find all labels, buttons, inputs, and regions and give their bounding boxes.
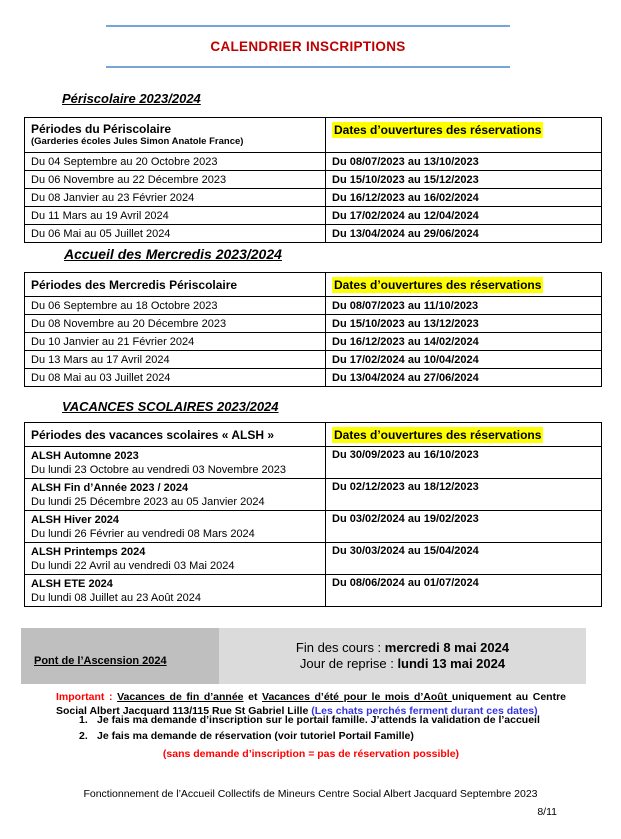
- dates-cell: Du 03/02/2024 au 19/02/2023: [326, 511, 602, 543]
- section-heading-vacances: VACANCES SCOLAIRES 2023/2024: [62, 399, 279, 414]
- dates-cell: Du 30/09/2023 au 16/10/2023: [326, 447, 602, 479]
- fin-des-cours-line: [296, 640, 509, 657]
- periscolaire-table: [24, 117, 602, 243]
- dates-cell: Du 15/10/2023 au 15/12/2023: [326, 171, 602, 189]
- title-band: [106, 25, 510, 68]
- period-header-title: Périodes des Mercredis Périscolaire: [31, 277, 238, 292]
- period-cell: [25, 543, 326, 575]
- dates-cell: Du 17/02/2024 au 12/04/2024: [326, 207, 602, 225]
- dates-cell: Du 17/02/2024 au 10/04/2024: [326, 351, 602, 369]
- important-address: Social Albert Jacquard 113/115 Rue St Gabriel Lille: [56, 705, 312, 717]
- alsh-period-title: ALSH Printemps 2024: [31, 546, 146, 558]
- dates-header-cell: [326, 118, 602, 153]
- dates-cell: Du 08/07/2023 au 11/10/2023: [326, 297, 602, 315]
- dates-header-highlight: Dates d’ouvertures des réservations: [334, 427, 542, 442]
- period-cell: Du 08 Janvier au 23 Février 2024: [25, 189, 326, 207]
- jour-de-reprise-line: [300, 656, 505, 673]
- ascension-box: [21, 628, 219, 684]
- alsh-period-detail: Du lundi 23 Octobre au vendredi 03 Novembre 2023: [31, 464, 286, 476]
- table-row: [25, 225, 602, 243]
- table-row: [25, 479, 602, 511]
- page-number: 8/11: [537, 806, 557, 818]
- dates-cell: Du 13/04/2024 au 29/06/2024: [326, 225, 602, 243]
- dates-cell: Du 08/06/2024 au 01/07/2024: [326, 575, 602, 607]
- dates-header-highlight: Dates d’ouvertures des réservations: [334, 277, 542, 292]
- table-row: [25, 297, 602, 315]
- table-row: [25, 189, 602, 207]
- period-header-title: Périodes des vacances scolaires « ALSH »: [31, 427, 275, 442]
- closure-note: (Les chats perchés ferment durant ces dates): [311, 705, 538, 717]
- table-row: [25, 511, 602, 543]
- dates-cell: Du 02/12/2023 au 18/12/2023: [326, 479, 602, 511]
- period-cell: [25, 575, 326, 607]
- alsh-period-title: ALSH Hiver 2024: [31, 514, 120, 526]
- period-header-cell: [25, 273, 326, 297]
- period-cell: [25, 479, 326, 511]
- period-cell: Du 04 Septembre au 20 Octobre 2023: [25, 153, 326, 171]
- alsh-period-detail: Du lundi 22 Avril au vendredi 03 Mai 2024: [31, 560, 235, 572]
- important-underline-1: Vacances de fin d’année: [117, 691, 244, 703]
- alsh-period-title: ALSH Fin d’Année 2023 / 2024: [31, 482, 189, 494]
- dates-header-cell: [326, 423, 602, 447]
- period-cell: [25, 447, 326, 479]
- table-row: [25, 543, 602, 575]
- period-header-subtitle: (Garderies écoles Jules Simon Anatole France): [31, 136, 244, 147]
- table-row: [25, 333, 602, 351]
- table-row: [25, 369, 602, 387]
- table-header-row: [25, 118, 602, 153]
- ascension-row: [21, 628, 586, 684]
- fin-des-cours-value: mercredi 8 mai 2024: [384, 639, 510, 655]
- step-text: Je fais ma demande de réservation (voir tutoriel Portail Famille): [97, 730, 414, 742]
- period-cell: Du 10 Janvier au 21 Février 2024: [25, 333, 326, 351]
- table-header-row: [25, 273, 602, 297]
- jour-de-reprise-label: Jour de reprise :: [299, 656, 398, 671]
- period-cell: Du 06 Septembre au 18 Octobre 2023: [25, 297, 326, 315]
- dates-cell: Du 13/04/2024 au 27/06/2024: [326, 369, 602, 387]
- period-cell: Du 06 Mai au 05 Juillet 2024: [25, 225, 326, 243]
- alsh-period-title: ALSH ETE 2024: [31, 578, 113, 590]
- dates-cell: Du 08/07/2023 au 13/10/2023: [326, 153, 602, 171]
- step-text: Je fais ma demande d’inscription sur le portail famille. J’attends la validation de l’accueil: [97, 714, 540, 726]
- important-mid: et: [243, 691, 263, 703]
- period-cell: Du 13 Mars au 17 Avril 2024: [25, 351, 326, 369]
- period-header-title: Périodes du Périscolaire: [31, 122, 172, 136]
- dates-header-cell: [326, 273, 602, 297]
- jour-de-reprise-value: lundi 13 mai 2024: [397, 656, 506, 671]
- period-cell: [25, 511, 326, 543]
- dates-cell: Du 15/10/2023 au 13/12/2023: [326, 315, 602, 333]
- table-row: [25, 351, 602, 369]
- dates-cell: Du 30/03/2024 au 15/04/2024: [326, 543, 602, 575]
- important-underline-2: Vacances d’été pour le mois d’Août: [262, 691, 452, 703]
- section-heading-periscolaire: Périscolaire 2023/2024: [62, 91, 201, 106]
- period-cell: Du 11 Mars au 19 Avril 2024: [25, 207, 326, 225]
- period-header-cell: [25, 423, 326, 447]
- ascension-label: Pont de l’Ascension 2024: [34, 655, 167, 667]
- mercredis-table: [24, 272, 602, 387]
- important-label: Important :: [56, 691, 118, 703]
- important-note-line1: [56, 690, 566, 704]
- page-title: CALENDRIER INSCRIPTIONS: [210, 39, 406, 54]
- table-row: [25, 315, 602, 333]
- page-footer: Fonctionnement de l’Accueil Collectifs de Mineurs Centre Social Albert Jacquard Septembre 2023: [83, 788, 538, 800]
- warning-note: (sans demande d’inscription = pas de réservation possible): [162, 748, 460, 760]
- period-header-cell: [25, 118, 326, 153]
- table-row: [25, 575, 602, 607]
- vacances-table: [24, 422, 602, 607]
- period-cell: Du 06 Novembre au 22 Décembre 2023: [25, 171, 326, 189]
- alsh-period-title: ALSH Automne 2023: [31, 450, 139, 462]
- schedule-box: [219, 628, 586, 684]
- dates-cell: Du 16/12/2023 au 16/02/2024: [326, 189, 602, 207]
- table-row: [25, 171, 602, 189]
- table-row: [25, 207, 602, 225]
- period-cell: Du 08 Mai au 03 Juillet 2024: [25, 369, 326, 387]
- step-item: [79, 714, 540, 726]
- alsh-period-detail: Du lundi 08 Juillet au 23 Août 2024: [31, 592, 202, 604]
- dates-cell: Du 16/12/2023 au 14/02/2024: [326, 333, 602, 351]
- table-row: [25, 153, 602, 171]
- alsh-period-detail: Du lundi 26 Février au vendredi 08 Mars 2024: [31, 528, 255, 540]
- alsh-period-detail: Du lundi 25 Décembre 2023 au 05 Janvier 2024: [31, 496, 265, 508]
- step-item: [79, 730, 414, 742]
- dates-header-highlight: Dates d’ouvertures des réservations: [334, 123, 542, 137]
- section-heading-mercredis: Accueil des Mercredis 2023/2024: [64, 246, 282, 262]
- step-number: 1.: [79, 714, 88, 726]
- important-end: uniquement au Centre: [451, 691, 567, 703]
- table-row: [25, 447, 602, 479]
- fin-des-cours-label: Fin des cours :: [295, 639, 385, 655]
- period-cell: Du 08 Novembre au 20 Décembre 2023: [25, 315, 326, 333]
- table-header-row: [25, 423, 602, 447]
- step-number: 2.: [79, 730, 88, 742]
